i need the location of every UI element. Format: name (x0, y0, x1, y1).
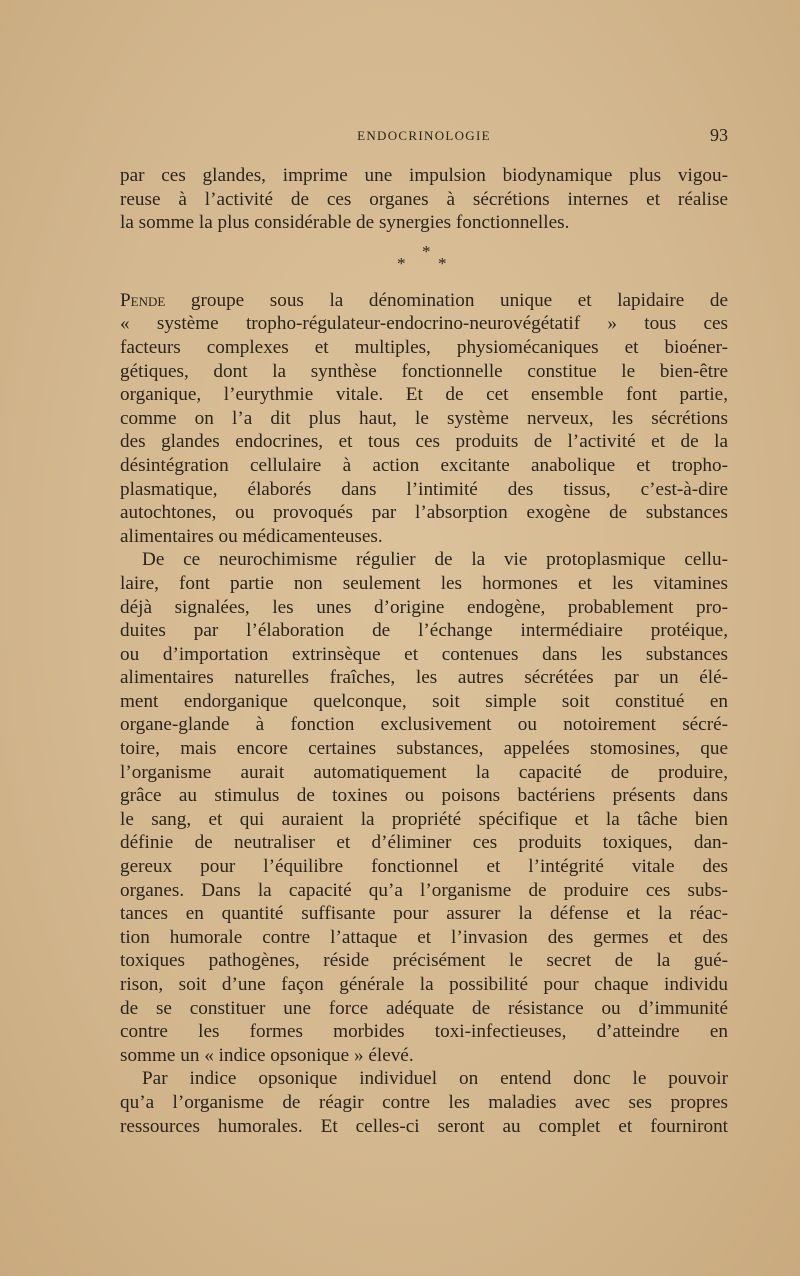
paragraph-2 (120, 289, 728, 549)
text-fragment: groupe sous la dénomination unique et lapidaire de (190, 289, 729, 311)
text-line: De ce neurochimisme régulier de la vie protoplasmique cellu- (142, 549, 728, 571)
text-line: gereux pour l’équilibre fonctionnel et l’intégrité vitale des (120, 856, 728, 878)
text-line: ressources humorales. Et celles-ci seront au complet et fourniront (120, 1115, 728, 1137)
text-line: désintégration cellulaire à action excitante anabolique et tropho- (120, 454, 728, 476)
text-line: ou d’importation extrinsèque et contenues dans les substances (120, 643, 728, 665)
text-line: somme un « indice opsonique » élevé. (120, 1044, 414, 1066)
text-line: la somme la plus considérable de synergies fonctionnelles. (120, 212, 570, 234)
text-line: le sang, et qui auraient la propriété spécifique et la tâche bien (120, 808, 728, 830)
paragraph-4 (120, 1067, 728, 1138)
text-line: Par indice opsonique individuel on entend donc le pouvoir (142, 1068, 728, 1090)
text-line: l’organisme aurait automatiquement la capacité de produire, (120, 761, 728, 783)
text-line: « système tropho-régulateur-endocrino-neurovégétatif » tous ces (120, 313, 728, 335)
text-line: organique, l’eurythmie vitale. Et de cet ensemble font partie, (120, 384, 728, 406)
asterism-separator (120, 235, 728, 289)
paragraph-1 (120, 164, 728, 235)
asterism-star: * (438, 253, 447, 273)
paragraph-3 (120, 548, 728, 1067)
text-line: gétiques, dont la synthèse fonctionnelle constitue le bien-être (120, 360, 728, 382)
text-line: laire, font partie non seulement les hormones et les vitamines (120, 572, 728, 594)
text-line: grâce au stimulus de toxines ou poisons bactériens présents dans (120, 785, 728, 807)
text-line: comme on l’a dit plus haut, le système nerveux, les sécrétions (120, 407, 728, 429)
text-line: tances en quantité suffisante pour assurer la défense et la réac- (120, 903, 728, 925)
text-line: duites par l’élaboration de l’échange intermédiaire protéique, (120, 620, 728, 642)
text-line: alimentaires ou médicamenteuses. (120, 525, 383, 547)
text-line: facteurs complexes et multiples, physiomécaniques et bioéner- (120, 336, 728, 358)
text-line: contre les formes morbides toxi-infectieuses, d’atteindre en (120, 1021, 728, 1043)
body-text (120, 164, 728, 1138)
running-title: ENDOCRINOLOGIE (357, 128, 491, 143)
text-line: par ces glandes, imprime une impulsion biodynamique plus vigou- (120, 165, 728, 186)
text-line: de se constituer une force adéquate de résistance ou d’immunité (120, 997, 728, 1019)
text-line: ment endorganique quelconque, soit simple soit constitué en (120, 690, 728, 712)
text-line: toxiques pathogènes, réside précisément le secret de la gué- (120, 950, 728, 972)
text-line: tion humorale contre l’attaque et l’invasion des germes et des (120, 926, 728, 948)
text-line: alimentaires naturelles fraîches, les autres sécrétées par un élé- (120, 667, 728, 689)
page-header (120, 125, 728, 149)
text-line (120, 289, 728, 313)
text-line: plasmatique, élaborés dans l’intimité des tissus, c’est-à-dire (120, 478, 728, 500)
asterism-star: * (397, 253, 406, 273)
page-number: 93 (710, 125, 728, 145)
text-line: reuse à l’activité de ces organes à sécrétions internes et réalise (120, 188, 728, 210)
text-line: définie de neutraliser et d’éliminer ces produits toxiques, dan- (120, 832, 728, 854)
text-line: toire, mais encore certaines substances, appelées stomosines, que (120, 738, 728, 760)
text-line: rison, soit d’une façon générale la possibilité pour chaque individu (120, 974, 728, 995)
text-line: organes. Dans la capacité qu’a l’organisme de produire ces subs- (120, 879, 728, 901)
text-line: déjà signalées, les unes d’origine endogène, probablement pro- (120, 596, 728, 618)
asterism-star: * (422, 241, 431, 261)
text-line: des glandes endocrines, et tous ces produits de l’activité et de la (120, 431, 728, 453)
author-name: Pende (120, 289, 166, 311)
text-line: autochtones, ou provoqués par l’absorption exogène de substances (120, 502, 728, 524)
text-line: organe-glande à fonction exclusivement ou notoirement sécré- (120, 714, 728, 736)
text-line: qu’a l’organisme de réagir contre les maladies avec ses propres (120, 1091, 728, 1113)
